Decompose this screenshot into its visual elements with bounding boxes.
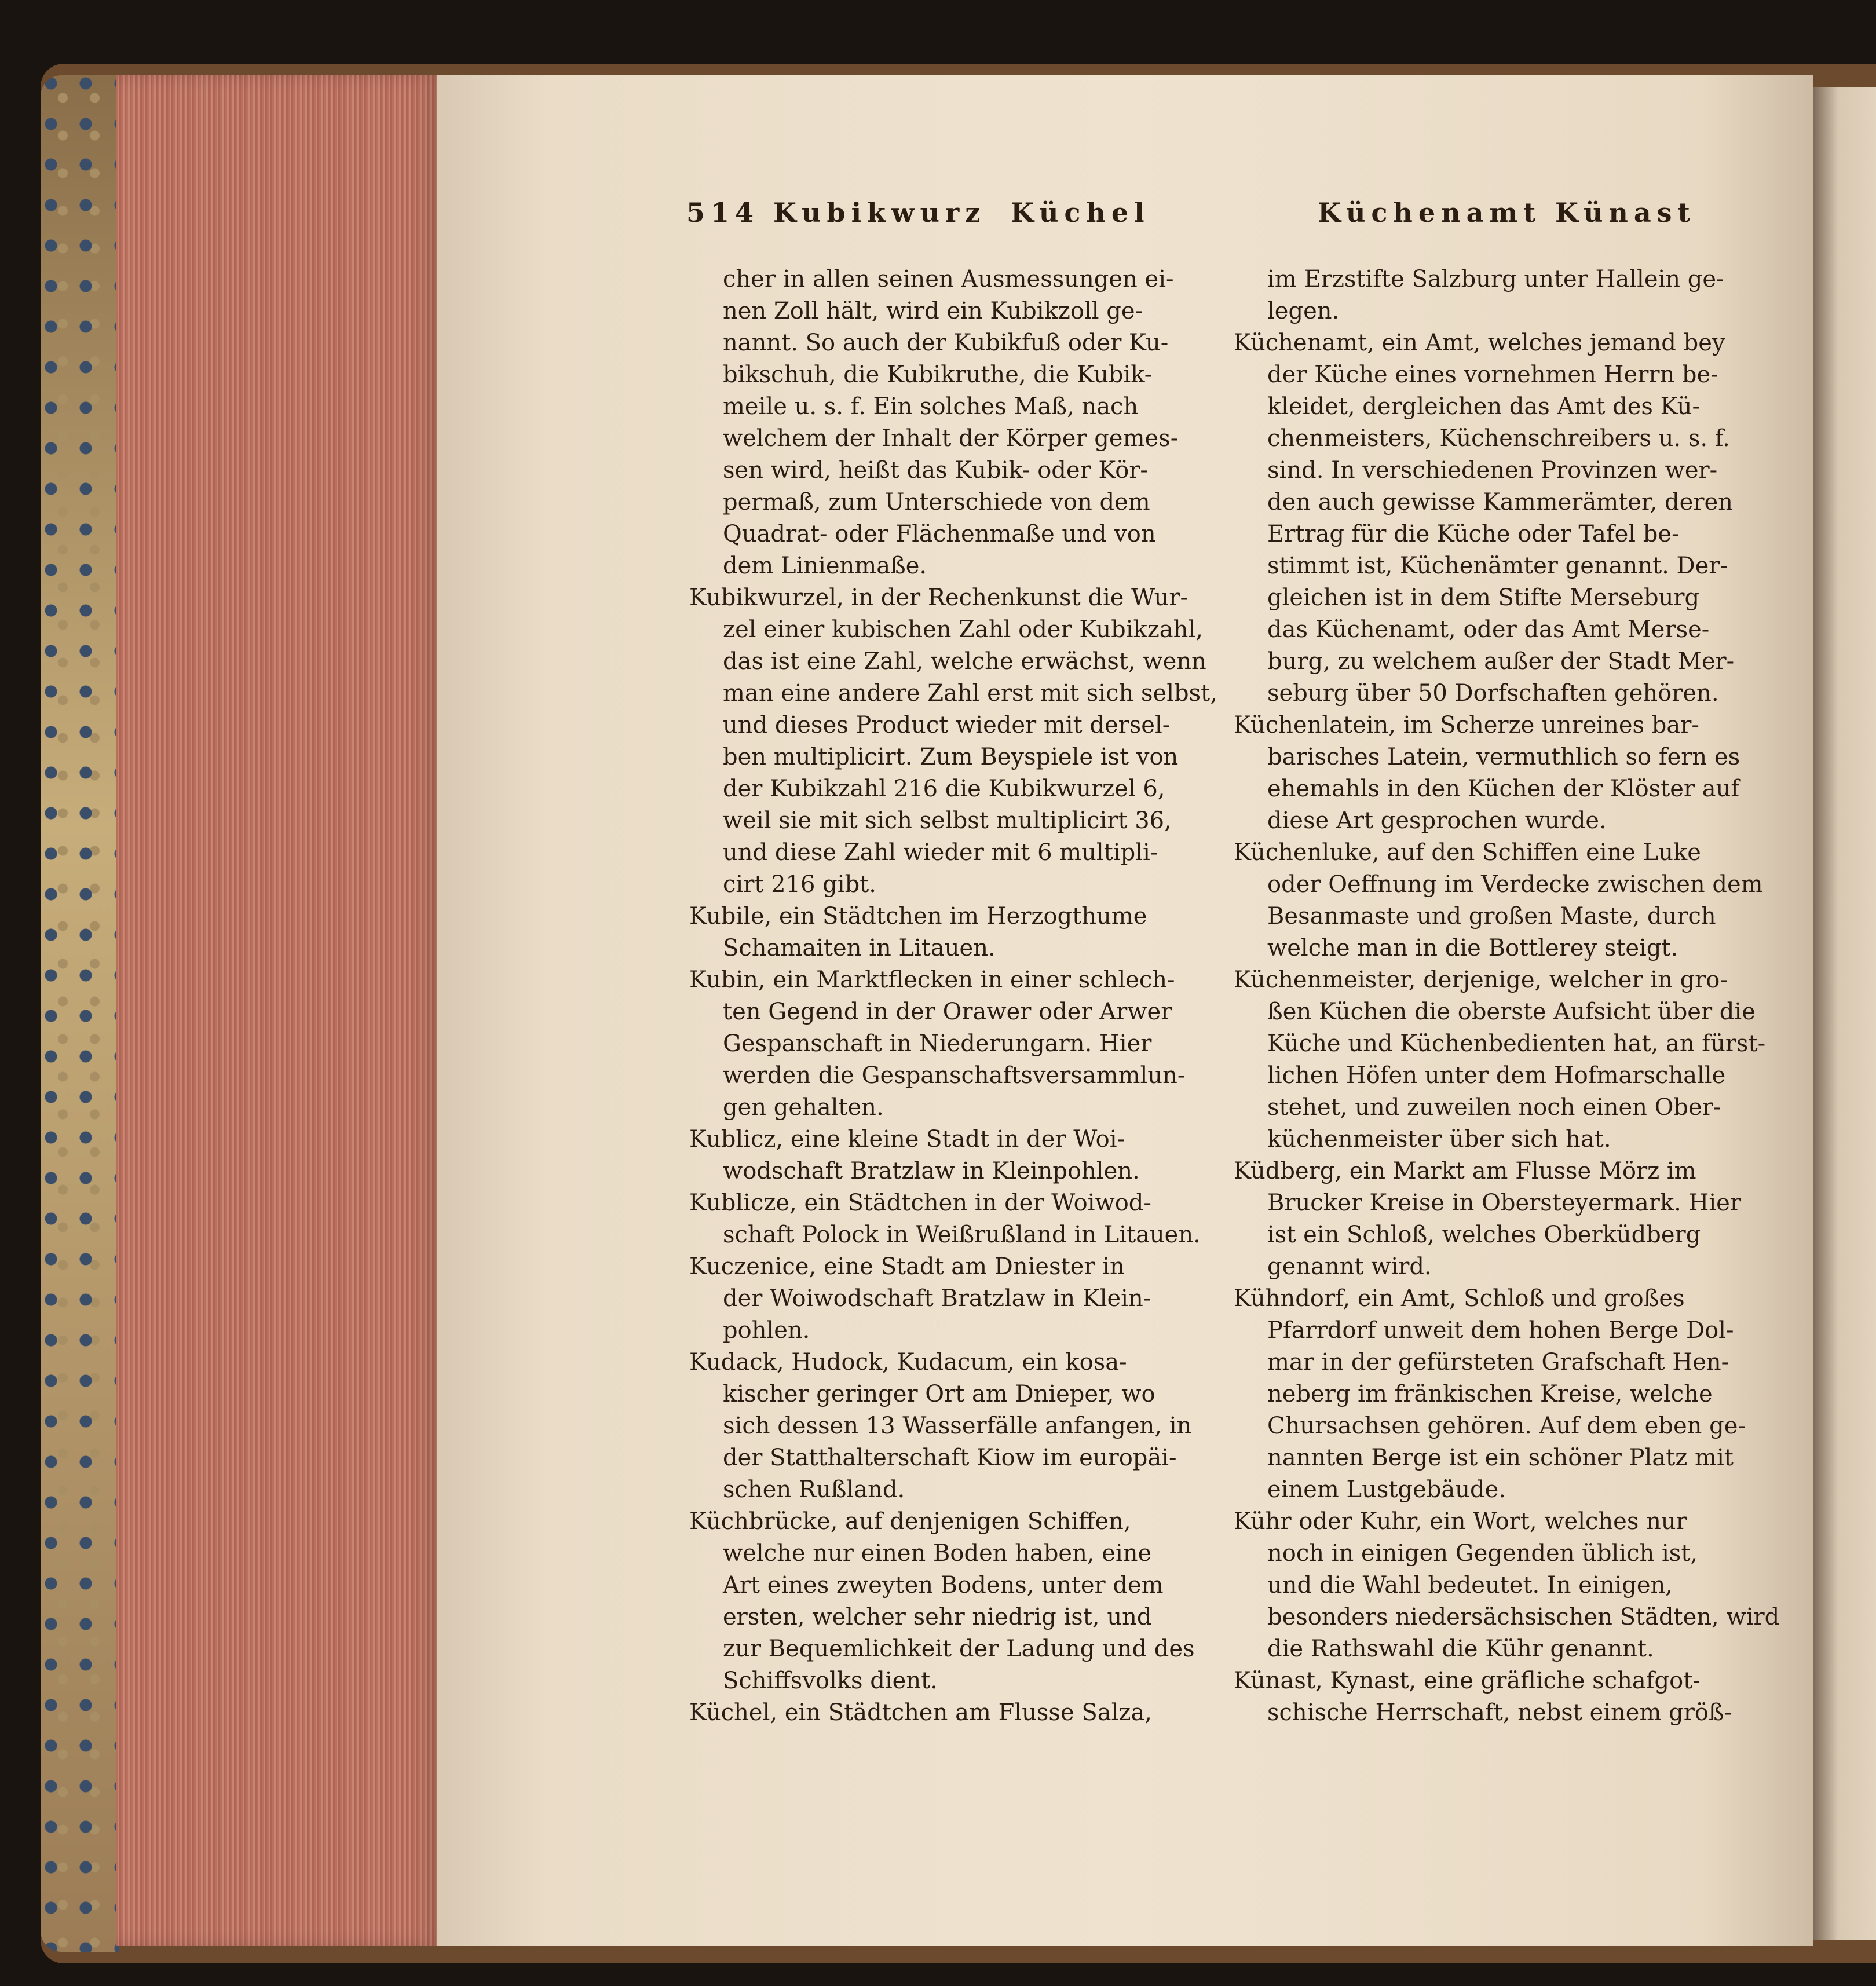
text-line: lichen Höfen unter dem Hofmarschalle [1267, 1062, 1726, 1089]
text-line: noch in einigen Gegenden üblich ist, [1267, 1540, 1698, 1567]
text-line: Küche und Küchenbedienten hat, an fürst- [1267, 1030, 1766, 1057]
text-line: legen. [1267, 298, 1340, 324]
right-text-column [1234, 264, 1780, 1729]
entry-headword-line: Kubikwurzel, in der Rechenkunst die Wur- [689, 584, 1189, 611]
text-line: zur Bequemlichkeit der Ladung und des [723, 1636, 1195, 1662]
text-line: barisches Latein, vermuthlich so fern es [1267, 744, 1740, 770]
text-line: man eine andere Zahl erst mit sich selbst, [723, 680, 1217, 707]
running-header [686, 197, 1696, 243]
text-line: Quadrat- oder Flächenmaße und von [723, 521, 1156, 547]
text-line: welchem der Inhalt der Körper gemes- [723, 425, 1179, 452]
entry-headword-line: Kudack, Hudock, Kudacum, ein kosa- [689, 1349, 1127, 1376]
entry-headword-line: Kubile, ein Städtchen im Herzogthume [689, 903, 1147, 930]
text-line: chenmeisters, Küchenschreibers u. s. f. [1267, 425, 1730, 452]
text-line: nannten Berge ist ein schöner Platz mit [1267, 1444, 1734, 1471]
text-line: kleidet, dergleichen das Amt des Kü- [1267, 393, 1700, 420]
text-line: ehemahls in den Küchen der Klöster auf [1267, 776, 1740, 802]
page-edges [116, 75, 440, 1946]
entry-headword-line: Küchenluke, auf den Schiffen eine Luke [1234, 839, 1701, 866]
page-number: 514 [686, 197, 760, 228]
entry-headword-line: Kuczenice, eine Stadt am Dniester in [689, 1253, 1125, 1280]
text-line: Chursachsen gehören. Auf dem eben ge- [1267, 1413, 1746, 1439]
text-line: besonders niedersächsischen Städten, wird [1267, 1604, 1780, 1630]
header-keyword-left-2: Küchel [1011, 197, 1150, 228]
text-line: küchenmeister über sich hat. [1267, 1126, 1611, 1153]
text-line: stehet, und zuweilen noch einen Ober- [1267, 1094, 1721, 1121]
text-line: sind. In verschiedenen Provinzen wer- [1267, 457, 1718, 484]
text-line: das Küchenamt, oder das Amt Merse- [1267, 616, 1710, 643]
text-line: schen Rußland. [723, 1476, 905, 1503]
text-line: sich dessen 13 Wasserfälle anfangen, in [723, 1413, 1192, 1439]
text-line: und diese Zahl wieder mit 6 multipli- [723, 839, 1158, 866]
text-line: bikschuh, die Kubikruthe, die Kubik- [723, 361, 1153, 388]
text-line: ersten, welcher sehr niedrig ist, und [723, 1604, 1152, 1630]
text-line: schaft Polock in Weißrußland in Litauen. [723, 1221, 1201, 1248]
text-line: den auch gewisse Kammerämter, deren [1267, 489, 1733, 515]
text-line: der Kubikzahl 216 die Kubikwurzel 6, [723, 776, 1165, 802]
text-line: stimmt ist, Küchenämter genannt. Der- [1267, 553, 1728, 579]
text-line: weil sie mit sich selbst multiplicirt 36, [723, 807, 1172, 834]
text-line: kischer geringer Ort am Dnieper, wo [723, 1381, 1155, 1407]
entry-headword-line: Kubin, ein Marktflecken in einer schlech- [689, 967, 1175, 993]
text-line: burg, zu welchem außer der Stadt Mer- [1267, 648, 1735, 675]
entry-headword-line: Kublicz, eine kleine Stadt in der Woi- [689, 1126, 1125, 1153]
text-line: der Küche eines vornehmen Herrn be- [1267, 361, 1718, 388]
text-line: der Woiwodschaft Bratzlaw in Klein- [723, 1285, 1151, 1312]
text-line: Besanmaste und großen Maste, durch [1267, 903, 1716, 930]
text-line: nannt. So auch der Kubikfuß oder Ku- [723, 330, 1169, 356]
text-line: cher in allen seinen Ausmessungen ei- [723, 266, 1174, 292]
text-line: neberg im fränkischen Kreise, welche [1267, 1381, 1713, 1407]
text-line: der Statthalterschaft Kiow im europäi- [723, 1444, 1177, 1471]
entry-headword-line: Küchel, ein Städtchen am Flusse Salza, [689, 1699, 1153, 1726]
entry-headword-line: Kublicze, ein Städtchen in der Woiwod- [689, 1190, 1151, 1216]
text-line: gleichen ist in dem Stifte Merseburg [1267, 584, 1700, 611]
text-line: Art eines zweyten Bodens, unter dem [723, 1572, 1164, 1599]
text-line: permaß, zum Unterschiede von dem [723, 489, 1150, 515]
text-line: gen gehalten. [723, 1094, 884, 1121]
left-text-column [689, 264, 1217, 1729]
text-line: wodschaft Bratzlaw in Kleinpohlen. [723, 1158, 1140, 1184]
entry-headword-line: Küchenamt, ein Amt, welches jemand bey [1234, 330, 1725, 356]
entry-headword-line: Kühndorf, ein Amt, Schloß und großes [1234, 1285, 1685, 1312]
text-line: werden die Gespanschaftsversammlun- [723, 1062, 1186, 1089]
text-line: das ist eine Zahl, welche erwächst, wenn [723, 648, 1206, 675]
entry-headword-line: Küchenlatein, im Scherze unreines bar- [1234, 712, 1699, 738]
text-line: Brucker Kreise in Obersteyermark. Hier [1267, 1190, 1741, 1216]
header-keyword-left-1: Kubikwurz [773, 197, 986, 228]
text-line: Ertrag für die Küche oder Tafel be- [1267, 521, 1680, 547]
facing-page-edge [1813, 87, 1876, 1940]
header-keyword-right-2: Künast [1555, 197, 1696, 228]
text-line: und dieses Product wieder mit dersel- [723, 712, 1171, 738]
entry-headword-line: Künast, Kynast, eine gräfliche schafgot- [1234, 1667, 1701, 1694]
text-line: dem Linienmaße. [723, 553, 927, 579]
entry-headword-line: Küchbrücke, auf denjenigen Schiffen, [689, 1508, 1131, 1535]
text-line: welche nur einen Boden haben, eine [723, 1540, 1152, 1567]
text-line: seburg über 50 Dorfschaften gehören. [1267, 680, 1719, 707]
text-line: ben multiplicirt. Zum Beyspiele ist von [723, 744, 1179, 770]
text-line: sen wird, heißt das Kubik- oder Kör- [723, 457, 1148, 484]
text-line: einem Lustgebäude. [1267, 1476, 1506, 1503]
text-line: Schamaiten in Litauen. [723, 935, 996, 961]
text-line: pohlen. [723, 1317, 810, 1344]
text-line: zel einer kubischen Zahl oder Kubikzahl, [723, 616, 1203, 643]
marbled-spine [41, 75, 119, 1952]
text-line: Pfarrdorf unweit dem hohen Berge Dol- [1267, 1317, 1734, 1344]
header-keyword-right-1: Küchenamt [1318, 197, 1542, 228]
text-line: Schiffsvolks dient. [723, 1667, 938, 1694]
text-line: und die Wahl bedeutet. In einigen, [1267, 1572, 1673, 1599]
text-line: genannt wird. [1267, 1253, 1432, 1280]
text-line: diese Art gesprochen wurde. [1267, 807, 1607, 834]
text-line: cirt 216 gibt. [723, 871, 876, 898]
text-line: ist ein Schloß, welches Oberküdberg [1267, 1221, 1701, 1248]
text-line: mar in der gefürsteten Grafschaft Hen- [1267, 1349, 1729, 1376]
entry-headword-line: Küdberg, ein Markt am Flusse Mörz im [1234, 1158, 1696, 1184]
text-line: meile u. s. f. Ein solches Maß, nach [723, 393, 1139, 420]
text-line: ten Gegend in der Orawer oder Arwer [723, 999, 1172, 1025]
text-line: die Rathswahl die Kühr genannt. [1267, 1636, 1654, 1662]
text-line: nen Zoll hält, wird ein Kubikzoll ge- [723, 298, 1143, 324]
text-line: im Erzstifte Salzburg unter Hallein ge- [1267, 266, 1724, 292]
text-line: ßen Küchen die oberste Aufsicht über die [1267, 999, 1756, 1025]
text-line: schische Herrschaft, nebst einem größ- [1267, 1699, 1732, 1726]
text-line: oder Oeffnung im Verdecke zwischen dem [1267, 871, 1763, 898]
entry-headword-line: Kühr oder Kuhr, ein Wort, welches nur [1234, 1508, 1687, 1535]
text-line: welche man in die Bottlerey steigt. [1267, 935, 1678, 961]
entry-headword-line: Küchenmeister, derjenige, welcher in gro- [1234, 967, 1728, 993]
text-line: Gespanschaft in Niederungarn. Hier [723, 1030, 1152, 1057]
